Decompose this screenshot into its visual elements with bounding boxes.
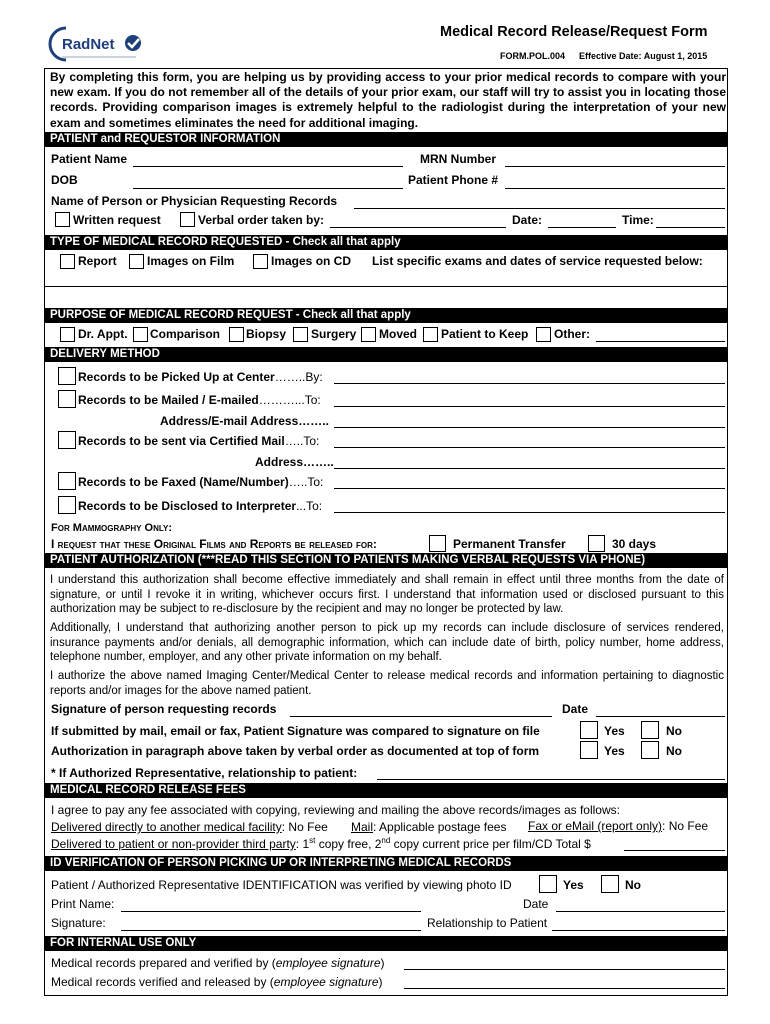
verbal-order-field[interactable] (330, 227, 506, 228)
fee-facility: Delivered directly to another medical facility: No Fee (51, 820, 328, 834)
certified-to-field[interactable] (334, 447, 725, 448)
print-name-field[interactable] (121, 911, 421, 912)
patient-name-field[interactable] (133, 166, 403, 167)
signature-date-label: Date (562, 702, 589, 716)
prepared-label: Medical records prepared and verified by (employee signature) (51, 956, 385, 970)
mrn-field[interactable] (505, 166, 725, 167)
signature-requesting-field[interactable] (290, 716, 552, 717)
section-header-delivery: DELIVERY METHOD (45, 347, 727, 362)
section-header-internal: FOR INTERNAL USE ONLY (45, 936, 727, 951)
requester-label: Name of Person or Physician Requesting Records (51, 194, 338, 208)
mailed-label: Records to be Mailed / E-mailed………...To: (78, 393, 321, 407)
form-title: Medical Record Release/Request Form (440, 24, 708, 40)
patient-phone-label: Patient Phone # (408, 173, 499, 187)
mrn-label: MRN Number (420, 152, 497, 166)
comparison-checkbox[interactable] (133, 327, 148, 342)
biopsy-checkbox[interactable] (229, 327, 244, 342)
thirty-days-label: 30 days (612, 537, 657, 551)
interpreter-to-field[interactable] (334, 512, 725, 513)
id-date-label: Date (523, 897, 549, 911)
fee-total-field[interactable] (624, 850, 725, 851)
date-label: Date: (512, 213, 543, 227)
images-cd-checkbox[interactable] (253, 254, 268, 269)
verbal-order-label: Verbal order taken by: (198, 213, 325, 227)
time-label: Time: (622, 213, 654, 227)
surgery-label: Surgery (311, 327, 357, 341)
other-checkbox[interactable] (536, 327, 551, 342)
patient-phone-field[interactable] (505, 188, 725, 189)
fee-fax: Fax or eMail (report only): No Fee (528, 819, 709, 833)
certified-checkbox[interactable] (58, 431, 76, 449)
date-field[interactable] (548, 227, 616, 228)
biopsy-label: Biopsy (246, 327, 287, 341)
mammography-label: For Mammography Only: (51, 522, 173, 534)
list-exams-label: List specific exams and dates of service requested below: (372, 254, 703, 268)
permanent-transfer-checkbox[interactable] (429, 535, 446, 552)
interpreter-label: Records to be Disclosed to Interpreter...To: (78, 499, 323, 513)
signature-compared-label: If submitted by mail, email or fax, Patient Signature was compared to signature on file (51, 724, 540, 738)
report-checkbox[interactable] (60, 254, 75, 269)
id-signature-label: Signature: (51, 916, 106, 930)
requester-field[interactable] (354, 208, 725, 209)
verbal-authorization-label: Authorization in paragraph above taken by verbal order as documented at top of form (51, 744, 540, 758)
id-no-label: No (625, 878, 641, 892)
id-verified-label: Patient / Authorized Representative IDENTIFICATION was verified by viewing photo ID (51, 878, 512, 892)
section-header-patient: PATIENT and REQUESTOR INFORMATION (45, 132, 727, 147)
faxed-checkbox[interactable] (58, 472, 76, 490)
comparison-label: Comparison (150, 327, 221, 341)
authorization-paragraph-3: I authorize the above named Imaging Center/Medical Center to release medical records and information pertaining to diagnostic reports and/or images for the above named patient. (50, 670, 724, 697)
verbal-order-checkbox[interactable] (180, 212, 195, 227)
section-header-purpose: PURPOSE OF MEDICAL RECORD REQUEST - Check all that apply (45, 308, 727, 323)
section-header-id-verification: ID VERIFICATION OF PERSON PICKING UP OR INTERPRETING MEDICAL RECORDS (45, 856, 727, 871)
svg-text:RadNet: RadNet (62, 36, 115, 53)
certified-label: Records to be sent via Certified Mail…..To: (78, 434, 320, 448)
section-header-fees: MEDICAL RECORD RELEASE FEES (45, 783, 727, 798)
patient-keep-checkbox[interactable] (423, 327, 438, 342)
mailed-checkbox[interactable] (58, 390, 76, 408)
fee-mail: Mail: Applicable postage fees (351, 820, 507, 834)
signature-requesting-label: Signature of person requesting records (51, 702, 277, 716)
print-name-label: Print Name: (51, 897, 115, 911)
pickup-label: Records to be Picked Up at Center……..By: (78, 370, 323, 384)
id-no-checkbox[interactable] (601, 875, 619, 893)
fees-intro: I agree to pay any fee associated with copying, reviewing and mailing the above records/images as follows: (51, 803, 620, 817)
permanent-transfer-label: Permanent Transfer (453, 537, 566, 551)
section-header-record-type: TYPE OF MEDICAL RECORD REQUESTED - Check all that apply (45, 235, 727, 250)
signature-date-field[interactable] (596, 716, 725, 717)
images-cd-label: Images on CD (271, 254, 352, 268)
relationship-field[interactable] (552, 930, 725, 931)
report-label: Report (78, 254, 117, 268)
pickup-checkbox[interactable] (58, 367, 76, 385)
compared-no-checkbox[interactable] (641, 721, 659, 739)
id-date-field[interactable] (556, 911, 725, 912)
radnet-logo (48, 24, 148, 64)
id-signature-field[interactable] (121, 930, 421, 931)
released-label: Medical records verified and released by (employee signature) (51, 975, 383, 989)
intro-text: By completing this form, you are helping us by providing access to your prior medical records to compare with your new exam. If you do not remember all of the details of your prior exam, our staff will try to assist you in locating those records. Providing comparison images is extremely helpful to the radiologist during the interpretation of your new exam and sometimes eliminates the need for additional imaging. (50, 70, 726, 130)
moved-label: Moved (379, 327, 418, 341)
written-request-checkbox[interactable] (55, 212, 70, 227)
representative-field[interactable] (377, 779, 725, 780)
address-email-field[interactable] (334, 427, 725, 428)
pickup-by-field[interactable] (334, 383, 725, 384)
images-film-label: Images on Film (147, 254, 235, 268)
authorization-paragraph-2: Additionally, I understand that authorizing another person to pick up my records can include disclosure of services rendered, insurance payments and/or denials, all demographic information, which can include date of birth, policy number, home address, telephone number, employer, and any other private information on my behalf. (50, 622, 724, 663)
verbal-yes-checkbox[interactable] (580, 741, 598, 759)
time-field[interactable] (656, 227, 725, 228)
id-yes-checkbox[interactable] (539, 875, 557, 893)
released-signature-field[interactable] (404, 988, 725, 989)
representative-label: * If Authorized Representative, relationship to patient: (51, 766, 358, 780)
verbal-yes-label: Yes (604, 744, 625, 758)
relationship-label: Relationship to Patient (427, 916, 548, 930)
other-label: Other: (554, 327, 590, 341)
dob-label: DOB (51, 173, 78, 187)
interpreter-checkbox[interactable] (58, 496, 76, 514)
thirty-days-checkbox[interactable] (588, 535, 605, 552)
dr-appt-label: Dr. Appt. (78, 327, 128, 341)
mailed-to-field[interactable] (334, 406, 725, 407)
moved-checkbox[interactable] (361, 327, 376, 342)
other-field[interactable] (596, 341, 725, 342)
mammography-request: I request that these Original Films and Reports be released for: (51, 537, 377, 551)
faxed-label: Records to be Faxed (Name/Number)…..To: (78, 475, 324, 489)
surgery-checkbox[interactable] (293, 327, 308, 342)
faxed-to-field[interactable] (334, 488, 725, 489)
id-yes-label: Yes (563, 878, 584, 892)
fee-patient: Delivered to patient or non-provider third party: 1st copy free, 2nd copy current price per film/CD Total $ (51, 836, 591, 851)
compared-yes-checkbox[interactable] (580, 721, 598, 739)
dr-appt-checkbox[interactable] (60, 327, 75, 342)
address-field[interactable] (334, 468, 725, 469)
compared-yes-label: Yes (604, 724, 625, 738)
authorization-paragraph-1: I understand this authorization shall become effective immediately and shall remain in effect until three months from the date of signature, or until I revoke it in writing, whichever occurs first. I understand that information used or disclosed pursuant to this authorization may be subject to re-disclosure by the recipient and may no longer be protected by law. (50, 574, 724, 615)
compared-no-label: No (666, 724, 682, 738)
form-number: FORM.POL.004 Effective Date: August 1, 2015 (500, 51, 708, 61)
verbal-no-label: No (666, 744, 682, 758)
patient-keep-label: Patient to Keep (441, 327, 529, 341)
address-email-label: Address/E-mail Address…….. (160, 414, 329, 428)
section-header-authorization: PATIENT AUTHORIZATION (***READ THIS SECTION TO PATIENTS MAKING VERBAL REQUESTS VIA PHONE) (45, 553, 727, 568)
prepared-signature-field[interactable] (404, 969, 725, 970)
written-request-label: Written request (73, 213, 161, 227)
images-film-checkbox[interactable] (129, 254, 144, 269)
dob-field[interactable] (133, 188, 403, 189)
verbal-no-checkbox[interactable] (641, 741, 659, 759)
exams-list-field[interactable] (45, 286, 727, 287)
address-label: Address…….. (255, 455, 334, 469)
patient-name-label: Patient Name (51, 152, 128, 166)
